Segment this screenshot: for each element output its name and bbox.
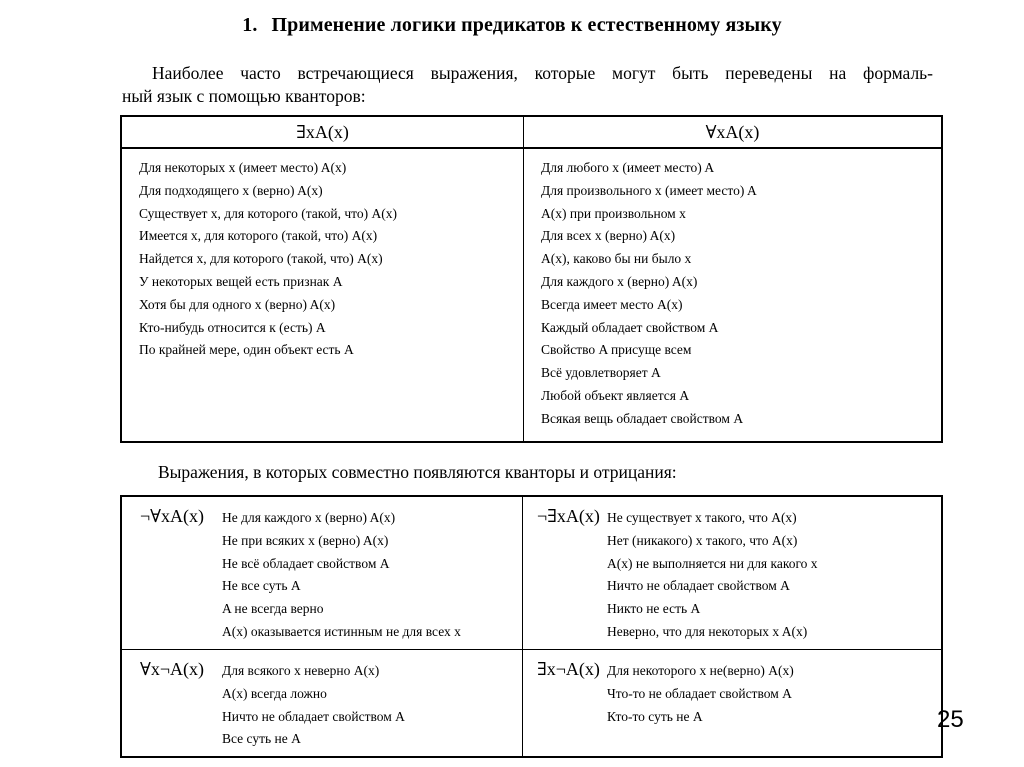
list-item: По крайней мере, один объект есть A xyxy=(139,342,354,358)
universal-expressions-cell xyxy=(524,148,943,442)
list-item: Не всё обладает свойством A xyxy=(222,555,390,571)
list-item: Для некоторых x (имеет место) A(x) xyxy=(139,160,347,175)
intro-line-2: ный язык с помощью кванторов: xyxy=(122,86,366,106)
negation-section-heading: Выражения, в которых совместно появляются кванторы и отрицания: xyxy=(158,462,677,482)
list-item: A(x) оказывается истинным не для всех x xyxy=(222,623,461,639)
not-exists-formula: ¬∃xA(x) xyxy=(537,506,600,526)
list-item: Для всех x (верно) A(x) xyxy=(541,228,676,244)
quantifier-expressions-table xyxy=(120,115,943,443)
list-item: A(x) при произвольном x xyxy=(541,205,686,221)
not-forall-expressions-list xyxy=(222,505,461,644)
universal-quantifier-header: ∀xA(x) xyxy=(524,116,943,148)
list-item: Никто не есть A xyxy=(607,601,701,617)
list-item: Не существует x такого, что A(x) xyxy=(607,510,797,525)
list-item: A(x) не выполняется ни для какого x xyxy=(607,555,818,571)
list-item: Для всякого x неверно A(x) xyxy=(222,663,380,678)
list-item: A(x) всегда ложно xyxy=(222,685,327,701)
list-item: Найдется x, для которого (такой, что) A(x) xyxy=(139,251,383,267)
list-item: Каждый обладает свойством A xyxy=(541,319,719,335)
list-item: Для некоторого x не(верно) A(x) xyxy=(607,663,794,678)
page-number: 25 xyxy=(937,706,964,733)
list-item: Что-то не обладает свойством A xyxy=(607,685,792,701)
not-exists-expressions-list xyxy=(607,505,818,644)
list-item: Все суть не A xyxy=(222,731,301,747)
list-item: Ничто не обладает свойством A xyxy=(222,708,405,724)
not-forall-cell xyxy=(121,496,523,650)
list-item: Свойство A присуще всем xyxy=(541,342,692,358)
section-number: 1. xyxy=(242,14,258,36)
list-item: Кто-нибудь относится к (есть) A xyxy=(139,319,326,335)
existential-expressions-list xyxy=(139,157,523,362)
forall-not-expressions-list xyxy=(222,658,405,751)
list-item: Для произвольного x (имеет место) A xyxy=(541,182,757,198)
list-item: Всё удовлетворяет A xyxy=(541,365,661,381)
list-item: A не всегда верно xyxy=(222,601,324,617)
list-item: Всякая вещь обладает свойством A xyxy=(541,410,744,426)
quantifier-negation-table xyxy=(120,495,943,758)
list-item: Для любого x (имеет место) A xyxy=(541,160,715,175)
existential-quantifier-header: ∃xA(x) xyxy=(121,116,524,148)
existential-expressions-cell xyxy=(121,148,524,442)
exists-not-expressions-list xyxy=(607,658,794,728)
list-item: У некоторых вещей есть признак A xyxy=(139,273,343,289)
list-item: Для подходящего x (верно) A(x) xyxy=(139,182,323,198)
intro-line-1: Наиболее часто встречающиеся выражения, которые могут быть переведены на формаль- xyxy=(152,63,933,83)
intro-paragraph xyxy=(122,62,933,108)
list-item: Кто-то суть не A xyxy=(607,708,703,724)
not-forall-formula: ¬∀xA(x) xyxy=(140,506,205,526)
forall-not-cell xyxy=(121,650,523,758)
list-item: Не все суть A xyxy=(222,578,301,594)
list-item: Любой объект является A xyxy=(541,387,690,403)
list-item: Ничто не обладает свойством A xyxy=(607,578,790,594)
list-item: Хотя бы для одного x (верно) A(x) xyxy=(139,296,336,312)
list-item: Нет (никакого) x такого, что A(x) xyxy=(607,532,798,548)
exists-not-cell xyxy=(523,650,943,758)
exists-not-formula: ∃x¬A(x) xyxy=(537,659,600,679)
list-item: Не для каждого x (верно) A(x) xyxy=(222,510,396,525)
list-item: Существует x, для которого (такой, что) A(x) xyxy=(139,205,397,221)
section-title: Применение логики предикатов к естественному языку xyxy=(271,14,782,36)
universal-expressions-list xyxy=(541,157,941,431)
list-item: Имеется x, для которого (такой, что) A(x) xyxy=(139,228,378,244)
list-item: Не при всяких x (верно) A(x) xyxy=(222,532,389,548)
list-item: Всегда имеет место A(x) xyxy=(541,296,683,312)
page-title xyxy=(0,14,1024,37)
list-item: A(x), каково бы ни было x xyxy=(541,251,692,267)
not-exists-cell xyxy=(523,496,943,650)
list-item: Неверно, что для некоторых x A(x) xyxy=(607,623,808,639)
forall-not-formula: ∀x¬A(x) xyxy=(140,659,205,679)
list-item: Для каждого x (верно) A(x) xyxy=(541,273,698,289)
